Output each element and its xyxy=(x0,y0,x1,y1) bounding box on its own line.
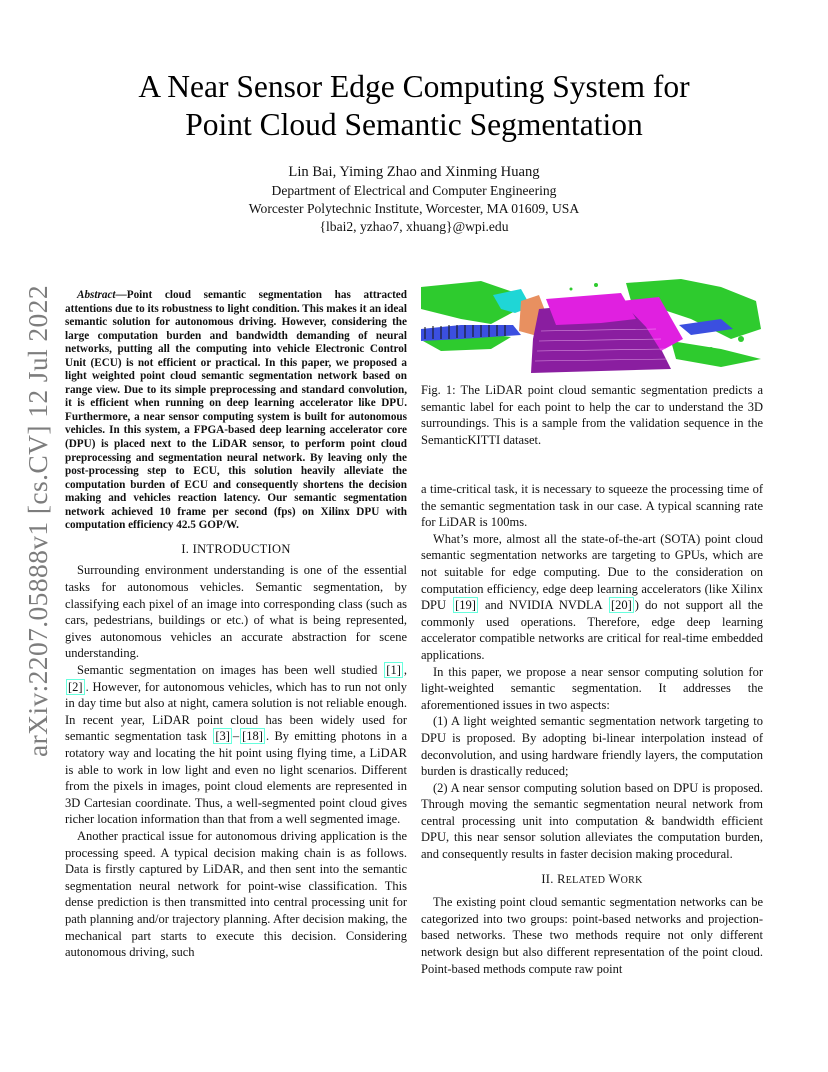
right-paragraph-4: (1) A light weighted semantic segmentation network targeting to DPU is proposed. By adopting bi-linear interpolation instead of deconvolution, and using hardware friendly layers, the computation burden is drastically reduced; xyxy=(421,714,763,779)
right-paragraph-1: a time-critical task, it is necessary to squeeze the processing time of the semantic segmentation task in our case. A typical scanning rate for LiDAR is 100ms. xyxy=(421,482,763,530)
related-work-paragraph-1: The existing point cloud semantic segmentation networks can be categorized into two groups: point-based networks and projection-based networks. These two methods require not only different network design but also different representation of the point cloud. Point-based methods compute raw point xyxy=(421,895,763,976)
intro-paragraph-2 xyxy=(65,662,407,828)
citation-link-19[interactable]: [19] xyxy=(455,598,476,613)
left-column xyxy=(65,289,407,961)
affiliation-department: Department of Electrical and Computer Engineering xyxy=(271,183,557,198)
body-text: What’s more, almost all the state-of-the-art (SOTA) point cloud semantic segmentation networks are targeting to GPUs, which are not suitable for edge computing. Due to the consideration on computation efficiency, edge deep learning accelerators (like Xilinx DPU xyxy=(421,531,763,613)
affiliation-institute: Worcester Polytechnic Institute, Worcester, MA 01609, USA xyxy=(248,201,580,216)
intro-text: , xyxy=(403,663,407,677)
heading-part: ORK xyxy=(620,874,643,886)
figure-lidar-segmentation xyxy=(421,279,763,379)
figure-caption: Fig. 1: The LiDAR point cloud semantic segmentation predicts a semantic label for each point to help the car to understand the 3D surroundings. This is a sample from the validation sequence in the SemanticKITTI dataset. xyxy=(421,383,763,447)
intro-paragraph-1: Surrounding environment understanding is one of the essential tasks for autonomous vehicles. Semantic segmentation, by classifying each pixel of an image into corresponding class (such as cars, pedestrians, buildings or etc.) of what is being represented, gives autonomous vehicles an accurate abstraction for scene understanding. xyxy=(65,563,407,661)
author-block xyxy=(70,163,758,236)
section-heading-related-work xyxy=(421,871,763,890)
abstract-body: —Point cloud semantic segmentation has attracted attentions due to its robustness to light condition. This makes it an ideal semantic solution for autonomous driving. However, considering the large computation burden and bandwidth demanding of neural networks, putting all the computing into vehicle Electronic Control Unit (ECU) is not efficient or practical. In this paper, we proposed a light weighted point cloud semantic segmentation network based on range view. Due to its simple preprocessing and standard convolution, it is efficient when running on deep learning accelerator like DPU. Furthermore, a near sensor computing system is built for autonomous vehicles. In this system, a FPGA-based deep learning accelerator core (DPU) is placed next to the LiDAR sensor, to perform point cloud preprocessing and segmentation neural network. By leaving only the post-processing step to ECU, this solution heavily alleviate the computation burden of ECU and consequently shortens the decision making and vehicles reaction latency. Our semantic segmentation network achieved 10 frame per second (fps) on Xilinx DPU with computation efficiency 42.5 GOP/W. xyxy=(65,289,407,532)
body-text: ) do not support all the commonly used operations. Therefore, edge deep learning accelerator compatible networks are critical for real-time embedded applications. xyxy=(421,598,763,662)
citation-link-3[interactable]: [3] xyxy=(215,729,230,744)
heading-part: W xyxy=(605,871,621,886)
intro-paragraph-3: Another practical issue for autonomous driving application is the processing speed. A typical decision making chain is as follows. Data is firstly captured by LiDAR, and then sent into the semantic segmentation neural network for point-wise classification. This dense prediction is then transmitted into central processing unit for path planning and/or trajectory planning. After decision making, the mechanical part starts to execute this decision. Considering autonomous driving, such xyxy=(65,828,407,960)
body-text: and NVIDIA NVDLA xyxy=(478,598,608,613)
abstract-lead: Abstract xyxy=(77,289,116,301)
right-paragraph-5: (2) A near sensor computing solution based on DPU is proposed. Through moving the semantic segmentation neural network from central processing unit into computation & bandwidth efficient DPU, this near sensor solution alleviates the computation burden, and consequently results in faster decision making procedural. xyxy=(421,780,763,862)
arxiv-stamp: arXiv:2207.05888v1 [cs.CV] 12 Jul 2022 xyxy=(22,285,53,757)
title-line-2: Point Cloud Semantic Segmentation xyxy=(185,107,643,142)
section-heading-introduction: I. INTRODUCTION xyxy=(181,541,291,556)
citation-link-20[interactable]: [20] xyxy=(610,598,632,613)
right-paragraph-2 xyxy=(421,531,763,664)
intro-text: . By emitting photons in a rotatory way and locating the hit point using flying time, a LiDAR is able to work in low light and even no light scenarios. Different from the pixels in images, point cloud elements are represented in 3D Cartesian coordinate. Thus, a well-segmented point cloud gives richer location information than that from a well segmented image. xyxy=(65,729,408,827)
citation-link-2[interactable]: [2] xyxy=(68,679,83,694)
author-names: Lin Bai, Yiming Zhao and Xinming Huang xyxy=(288,164,540,180)
right-column xyxy=(421,481,763,977)
citation-link-18[interactable]: [18] xyxy=(242,729,263,744)
paper-title xyxy=(70,68,758,144)
citation-link-1[interactable]: [1] xyxy=(386,663,401,677)
author-emails: {lbai2, yzhao7, xhuang}@wpi.edu xyxy=(319,219,509,234)
title-line-1: A Near Sensor Edge Computing System for xyxy=(138,69,690,104)
heading-part: ELATED xyxy=(565,874,606,886)
intro-text: – xyxy=(232,729,240,744)
right-paragraph-3: In this paper, we propose a near sensor computing solution for light-weighted semantic segmentation. It addresses the aforementioned issues in two aspects: xyxy=(421,664,763,712)
intro-text: . However, for autonomous vehicles, which has to run not only in day time but also at night, camera solution is not reliable enough. In recent year, LiDAR point cloud has been widely used for semantic segmentation task xyxy=(65,679,407,744)
abstract xyxy=(65,289,407,533)
intro-text: Semantic segmentation on images has been well studied xyxy=(77,663,384,677)
heading-part: II. R xyxy=(541,871,566,886)
